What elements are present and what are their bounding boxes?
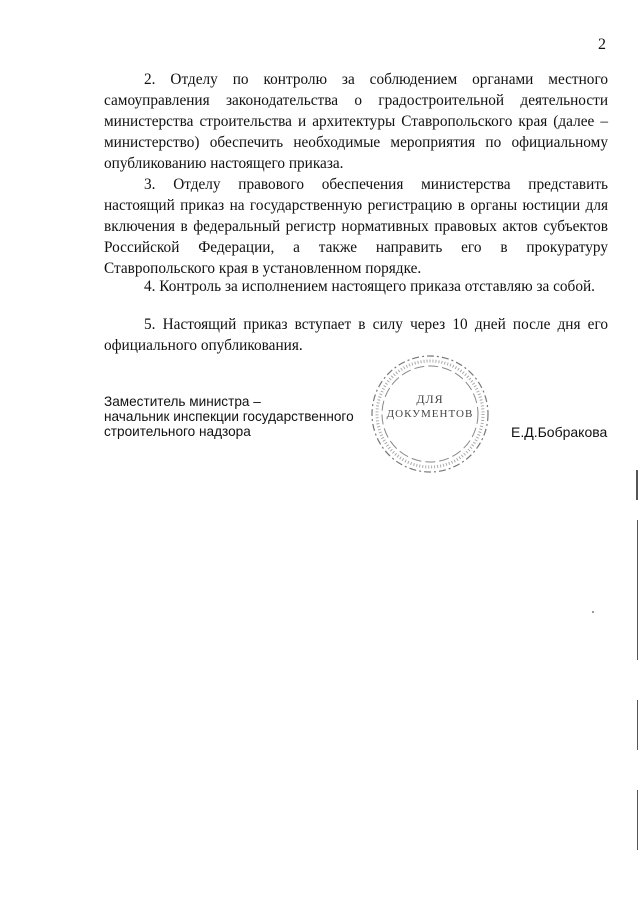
paragraph-2: 2. Отделу по контролю за соблюдением органами местного самоуправления законодательства о градостроительной деятельности министерства строительства и архитектуры Ставропольского края (далее – министерство) обеспечить необходимые мероприятия по официальному опубликованию настоящего приказа. [104, 71, 608, 172]
official-seal-stamp [368, 352, 492, 476]
paragraph-5: 5. Настоящий приказ вступает в силу через 10 дней после дня его официального опубликования. [104, 316, 608, 354]
paragraph-3: 3. Отделу правового обеспечения министерства представить настоящий приказ на государственную регистрацию в органы юстиции для включения в федеральный регистр нормативных правовых актов субъектов Российской Федерации, а также направить его в прокуратуру Ставропольского края в установленном порядке. [104, 176, 608, 277]
signatory-title [104, 394, 354, 439]
paragraph-4: 4. Контроль за исполнением настоящего приказа отставляю за собой. [144, 278, 596, 295]
signatory-title-line: Заместитель министра – [104, 394, 261, 409]
signatory-name: Е.Д.Бобракова [511, 424, 608, 440]
signatory-title-line: строительного надзора [104, 424, 251, 439]
seal-text-line: ДЛЯ [416, 392, 444, 406]
seal-text-line: ДОКУМЕНТОВ [386, 408, 474, 420]
page-number: 2 [598, 36, 606, 53]
signatory-title-line: начальник инспекции государственного [104, 409, 354, 424]
scan-edge-mark [636, 470, 638, 500]
scan-speck [592, 611, 594, 613]
scan-edge-mark [637, 700, 638, 750]
scan-edge-mark [637, 790, 638, 850]
scan-edge-mark [637, 520, 638, 660]
